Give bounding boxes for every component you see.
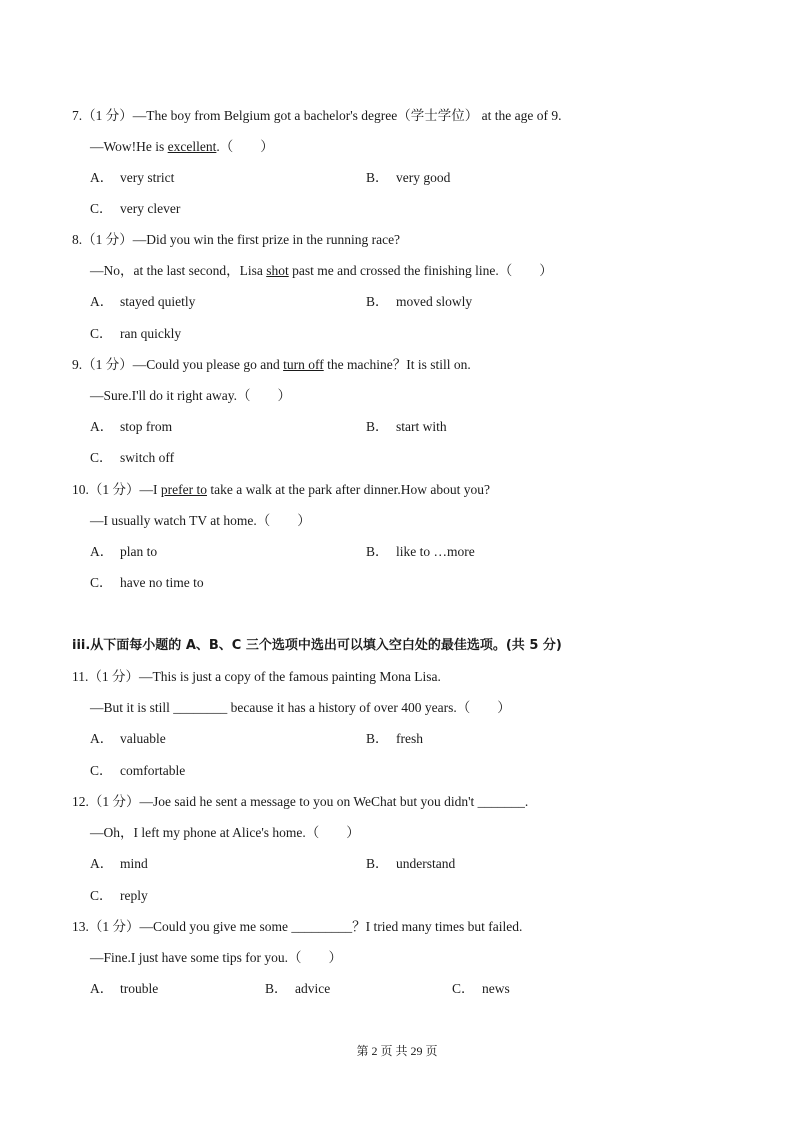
reply-text: —But it is still ________ because it has a history of over 400 years.（ ） <box>90 700 511 715</box>
option-a[interactable] <box>90 540 157 560</box>
underlined-word: excellent <box>167 139 217 154</box>
question-text: —This is just a copy of the famous painting Mona Lisa. <box>139 669 441 684</box>
reply-text: —Oh，I left my phone at Alice's home.（ ） <box>90 825 360 840</box>
option-text: news <box>482 981 510 996</box>
question-score: （1 分） <box>88 669 139 684</box>
question-13-reply <box>90 946 342 966</box>
answer-blank: past me and crossed the finishing line.（ ） <box>288 263 553 278</box>
option-text: very clever <box>120 201 181 216</box>
option-a[interactable] <box>90 727 166 747</box>
option-letter: A． <box>90 856 114 871</box>
option-c[interactable] <box>90 759 185 779</box>
option-text: reply <box>120 888 148 903</box>
option-c[interactable] <box>90 571 204 591</box>
option-letter: B． <box>366 856 389 871</box>
question-10-reply <box>90 509 311 529</box>
question-11-reply <box>90 696 511 716</box>
option-text: very good <box>396 170 451 185</box>
option-a[interactable] <box>90 166 174 186</box>
question-text: —Could you please go and <box>132 357 284 372</box>
option-letter: C． <box>90 763 113 778</box>
option-b[interactable] <box>366 852 455 872</box>
option-b[interactable] <box>366 415 447 435</box>
option-b[interactable] <box>366 290 472 310</box>
option-a[interactable] <box>90 852 148 872</box>
option-b[interactable] <box>366 540 475 560</box>
question-8-reply <box>90 259 553 279</box>
option-letter: A． <box>90 731 114 746</box>
option-c[interactable] <box>90 322 181 342</box>
option-text: have no time to <box>120 575 204 590</box>
question-12-reply <box>90 821 360 841</box>
question-text: —Could you give me some _________？I tried many times but failed. <box>139 919 523 934</box>
question-score: （1 分） <box>88 919 140 934</box>
option-c[interactable] <box>90 197 180 217</box>
option-letter: B． <box>366 170 389 185</box>
option-letter: C． <box>90 888 113 903</box>
option-text: stop from <box>120 419 173 434</box>
question-number: 10. <box>72 482 89 497</box>
option-a[interactable] <box>90 415 172 435</box>
question-13-stem <box>72 915 522 935</box>
option-letter: B． <box>366 294 389 309</box>
option-text: trouble <box>120 981 159 996</box>
option-text: understand <box>396 856 456 871</box>
option-letter: A． <box>90 294 114 309</box>
page-footer: 第 2 页 共 29 页 <box>356 1044 438 1058</box>
reply-text: —No，at the last second，Lisa <box>90 263 267 278</box>
option-text: switch off <box>120 450 175 465</box>
option-text: start with <box>396 419 447 434</box>
option-a[interactable] <box>90 290 195 310</box>
option-text: plan to <box>120 544 158 559</box>
question-12-stem <box>72 790 528 810</box>
option-letter: A． <box>90 419 114 434</box>
option-text: stayed quietly <box>120 294 196 309</box>
question-7-stem <box>72 104 561 124</box>
question-number: 11. <box>72 669 89 684</box>
option-b[interactable] <box>265 977 330 997</box>
option-letter: B． <box>366 419 389 434</box>
option-text: valuable <box>120 731 166 746</box>
option-text: fresh <box>396 731 423 746</box>
option-b[interactable] <box>366 166 450 186</box>
option-c[interactable] <box>90 446 174 466</box>
question-text: —Did you win the first prize in the running race? <box>132 232 401 247</box>
question-9-stem <box>72 353 471 373</box>
option-letter: B． <box>366 731 389 746</box>
reply-text: —Fine.I just have some tips for you.（ ） <box>90 950 342 965</box>
question-score: （1 分） <box>82 108 133 123</box>
question-number: 7. <box>72 108 83 123</box>
option-letter: C． <box>90 575 113 590</box>
question-text: the machine？It is still on. <box>323 357 471 372</box>
underlined-word: shot <box>266 263 289 278</box>
question-score: （1 分） <box>82 357 133 372</box>
question-number: 13. <box>72 919 89 934</box>
option-letter: B． <box>366 544 389 559</box>
question-score: （1 分） <box>88 794 140 809</box>
option-a[interactable] <box>90 977 158 997</box>
answer-blank: .（ ） <box>216 139 274 154</box>
reply-text: —I usually watch TV at home.（ ） <box>90 513 311 528</box>
question-number: 8. <box>72 232 83 247</box>
option-b[interactable] <box>366 727 423 747</box>
question-text: —I <box>139 482 161 497</box>
option-letter: C． <box>452 981 475 996</box>
option-text: ran quickly <box>120 326 182 341</box>
question-text: —The boy from Belgium got a bachelor's degree（学士学位） at the age of 9. <box>132 108 562 123</box>
option-text: moved slowly <box>396 294 473 309</box>
question-10-stem <box>72 478 490 498</box>
option-text: very strict <box>120 170 175 185</box>
question-text: take a walk at the park after dinner.How about you? <box>206 482 491 497</box>
option-letter: A． <box>90 981 114 996</box>
underlined-word: prefer to <box>160 482 207 497</box>
question-11-stem <box>72 665 441 685</box>
reply-text: —Wow!He is <box>90 139 168 154</box>
question-text: —Joe said he sent a message to you on WeChat but you didn't _______. <box>139 794 529 809</box>
question-number: 9. <box>72 357 83 372</box>
question-7-reply <box>90 135 274 155</box>
option-text: advice <box>295 981 331 996</box>
question-score: （1 分） <box>82 232 133 247</box>
option-letter: C． <box>90 201 113 216</box>
option-letter: B． <box>265 981 288 996</box>
underlined-word: turn off <box>283 357 324 372</box>
option-letter: C． <box>90 450 113 465</box>
option-text: like to …more <box>396 544 475 559</box>
question-score: （1 分） <box>88 482 140 497</box>
option-text: comfortable <box>120 763 186 778</box>
option-letter: A． <box>90 170 114 185</box>
option-letter: C． <box>90 326 113 341</box>
option-text: mind <box>120 856 148 871</box>
question-9-reply <box>90 384 291 404</box>
question-number: 12. <box>72 794 89 809</box>
option-letter: A． <box>90 544 114 559</box>
option-c[interactable] <box>90 884 148 904</box>
option-c[interactable] <box>452 977 510 997</box>
section-heading: iii.从下面每小题的 A、B、C 三个选项中选出可以填入空白处的最佳选项。(共 5 分) <box>72 638 562 653</box>
question-8-stem <box>72 228 400 248</box>
reply-text: —Sure.I'll do it right away.（ ） <box>90 388 292 403</box>
